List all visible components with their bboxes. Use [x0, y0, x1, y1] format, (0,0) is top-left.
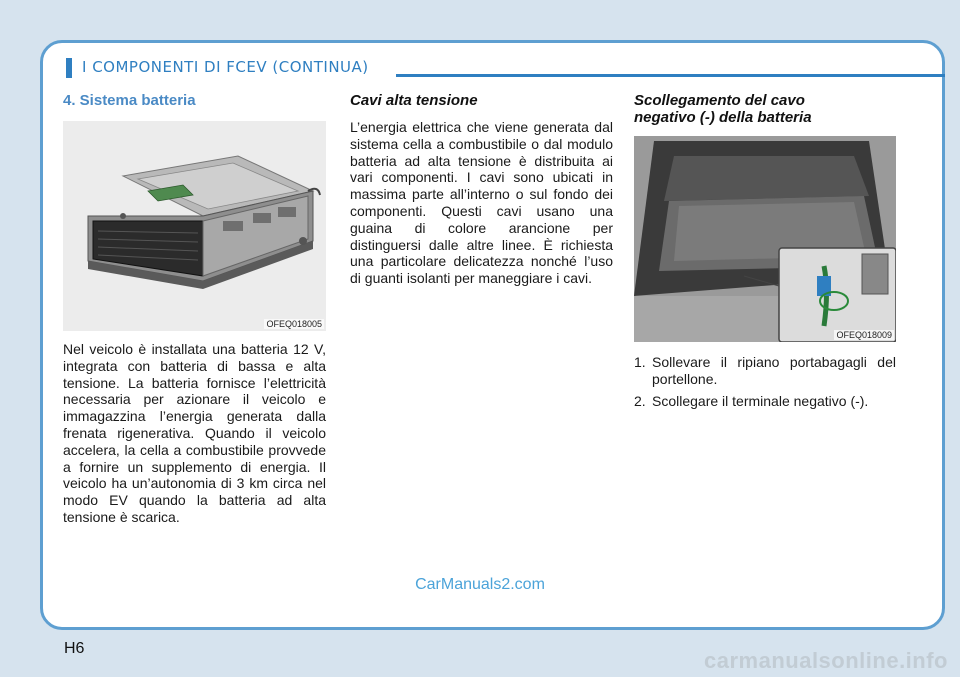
- step-text: Sollevare il ripiano portabagagli del portellone.: [652, 354, 896, 387]
- column-battery-system: [63, 92, 326, 526]
- heading-line-2: negativo (-) della batteria: [634, 109, 812, 126]
- header-rule: [396, 74, 945, 77]
- column-battery-disconnect: [634, 92, 896, 414]
- step-number: 2.: [634, 392, 646, 409]
- list-item: [634, 393, 896, 410]
- list-item: [634, 354, 896, 388]
- body-paragraph: L’energia elettrica che viene generata dal sistema cella a combustibile o dal modulo batteria ad alta tensione è distribuita ai vari componenti. I cavi sono ubicati in massima parte all’interno o sul fondo dei componenti. Questi cavi usano una guaina di colore arancione per distinguersi dalle altre linee. È richiesta una particolare delicatezza nonché l’uso di guanti isolanti per maneggiare i cavi.: [350, 119, 613, 287]
- watermark-link[interactable]: CarManuals2.com: [415, 576, 545, 593]
- trunk-photo: [634, 136, 896, 342]
- figure-code: OFEQ018005: [266, 319, 322, 329]
- column-high-voltage-cables: [350, 92, 613, 287]
- section-heading: [634, 92, 896, 126]
- step-text: Scollegare il terminale negativo (-).: [652, 392, 869, 409]
- heading-line-1: Scollegamento del cavo: [634, 92, 805, 109]
- battery-pack-illustration: [63, 121, 326, 331]
- trunk-image: [634, 136, 896, 342]
- section-heading: 4. Sistema batteria: [63, 92, 196, 109]
- header-accent: [66, 58, 72, 78]
- step-number: 1.: [634, 354, 646, 370]
- section-header: [66, 58, 945, 78]
- section-heading: Cavi alta tensione: [350, 92, 478, 109]
- body-paragraph: Nel veicolo è installata una batteria 12 V, integrata con batteria di bassa e alta tensione. La batteria fornisce l’elettricità necessaria per azionare il veicolo e immagazzina l’energia generata dalla frenata rigenerativa. Quando il veicolo accelera, la cella a combustibile provvede a fornire un supplemento di energia. Il veicolo ha un’autonomia di 3 km circa nel modo EV quando la batteria ad alta tensione è scarica.: [63, 341, 326, 525]
- battery-pack-image: [63, 121, 326, 331]
- steps-list: [634, 354, 896, 409]
- page-number: H6: [64, 640, 85, 657]
- header-title: I COMPONENTI DI FCEV (CONTINUA): [82, 58, 369, 76]
- footer-site-watermark: carmanualsonline.info: [704, 648, 948, 673]
- figure-code: OFEQ018009: [836, 330, 892, 340]
